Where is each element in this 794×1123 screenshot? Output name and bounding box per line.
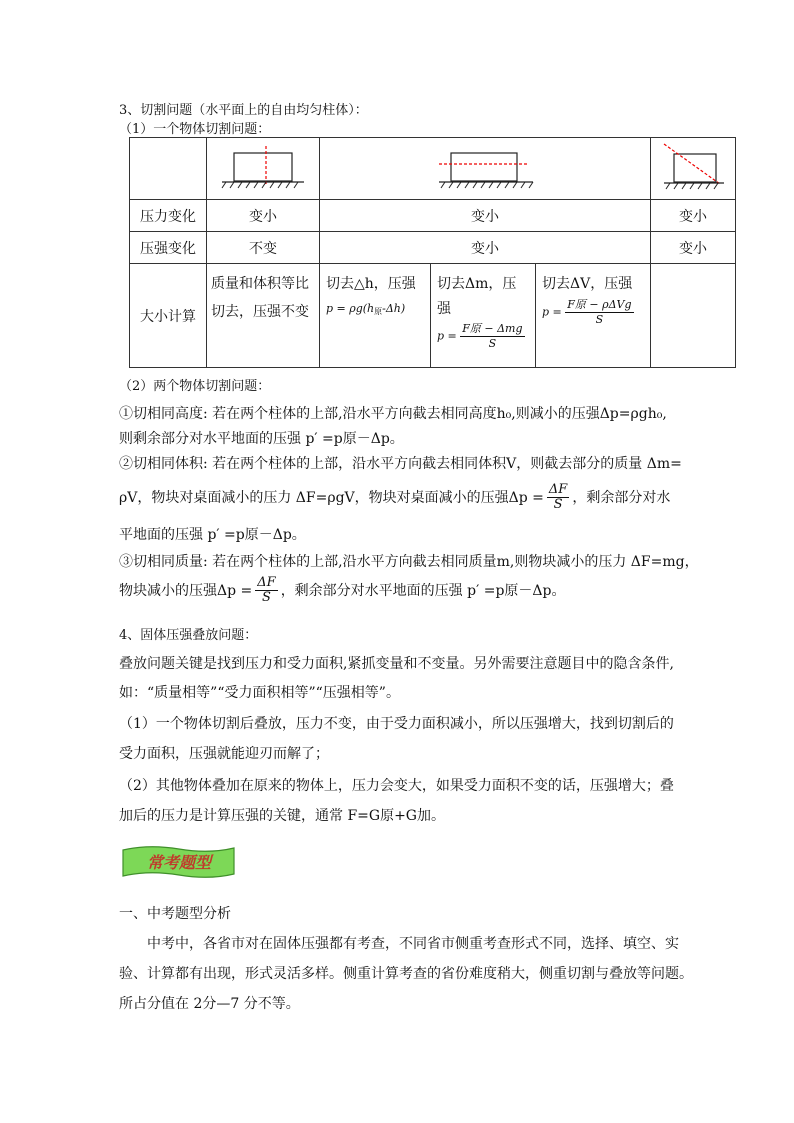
item3-fraction-numerator: ΔF [257, 575, 276, 590]
item2-line2-start: ρV，物块对桌面减小的压力 ΔF=ρgV，物块对桌面减小的压强Δp = [119, 489, 544, 506]
section4-heading: 4、固体压强叠放问题： [119, 628, 258, 643]
cell-pressure-force-diagonal: 变小 [651, 200, 736, 232]
cell-calc-vertical [207, 264, 320, 368]
cell-calc-diagonal-empty [651, 264, 736, 368]
section3-heading: 3、切割问题（水平面上的自由均匀柱体）： [119, 103, 368, 118]
cutting-table [129, 137, 736, 368]
row-label-pressure-force: 压力变化 [130, 200, 207, 232]
calc-volume-peq: p = [542, 305, 562, 319]
section4-p2-line2: 受力面积，压强就能迎刃而解了； [119, 746, 329, 762]
analysis-line1: 中考中，各省市对在固体压强都有考查，不同省市侧重考查形式不同，选择、填空、实 [147, 936, 679, 952]
calc-mass-numerator: F原 − Δmg [462, 322, 523, 335]
item1-line1: ①切相同高度: 若在两个柱体的上部,沿水平方向截去相同高度h₀,则减小的压强Δp=ρgh₀, [119, 406, 667, 422]
calc-mass-denominator: S [488, 337, 497, 350]
calc-height-formula-end: -Δh) [382, 302, 406, 315]
calc-height-text: 切去△h，压强 [326, 276, 416, 292]
calc-mass-line2: 强 [437, 301, 451, 317]
calc-volume-formula [542, 298, 650, 327]
section4-p1-line2: 如：“质量相等”“受力面积相等”“压强相等”。 [119, 685, 400, 701]
calc-vertical-line1: 质量和体积等比 [211, 276, 309, 292]
analysis-line3: 所占分值在 2分—7 分不等。 [119, 996, 300, 1012]
item1-line2: 则剩余部分对水平地面的压强 p′ =p原－Δp。 [119, 431, 404, 447]
item3-line2 [119, 576, 566, 605]
badge-label: 常考题型 [146, 853, 212, 872]
cell-pressure-force-horizontal: 变小 [320, 200, 651, 232]
item2-fraction-numerator: ΔF [548, 482, 568, 497]
diagram-horizontal-cut [320, 138, 651, 200]
item3-line2-end: ，剩余部分对水平地面的压强 p′ =p原－Δp。 [280, 582, 566, 599]
cell-calc-volume [536, 264, 651, 368]
cell-pressure-diagonal: 变小 [651, 232, 736, 264]
calc-mass-formula [437, 322, 535, 351]
calc-vertical-line2: 切去，压强不变 [211, 304, 309, 320]
calc-volume-text: 切去ΔV，压强 [542, 276, 633, 292]
item2-line1: ②切相同体积: 若在两个柱体的上部，沿水平方向截去相同体积V，则截去部分的质量 Δm= [119, 456, 682, 472]
cell-pressure-force-vertical: 变小 [207, 200, 320, 232]
item3-line1: ③切相同质量: 若在两个柱体的上部,沿水平方向截去相同质量m,则物块减小的压力 ΔF=mg， [119, 554, 699, 570]
row-label-pressure: 压强变化 [130, 232, 207, 264]
item2-line3: 平地面的压强 p′ =p原－Δp。 [119, 527, 306, 543]
calc-volume-numerator: F原 − ρΔVg [567, 298, 632, 311]
item2-line2 [119, 483, 670, 512]
diagram-vertical-cut [207, 138, 320, 200]
section4-p3-line2: 加后的压力是计算压强的关键，通常 F=G原+G加。 [119, 808, 445, 824]
calc-height-formula-sub: 原 [374, 307, 383, 316]
diagram-diagonal-cut [651, 138, 736, 200]
section4-p3-line1: （2）其他物体叠加在原来的物体上，压力会变大，如果受力面积不变的话，压强增大；叠 [119, 778, 674, 794]
item2-fraction-denominator: S [553, 497, 563, 512]
cell-pressure-horizontal: 变小 [320, 232, 651, 264]
cell-calc-mass [431, 264, 536, 368]
section4-p1-line1: 叠放问题关键是找到压力和受力面积,紧抓变量和不变量。另外需要注意题目中的隐含条件, [119, 656, 674, 672]
calc-mass-peq: p = [437, 329, 457, 343]
cell-calc-height [320, 264, 431, 368]
calc-mass-line1: 切去Δm，压 [437, 276, 517, 292]
row-label-calc: 大小计算 [130, 264, 207, 368]
common-question-types-badge [119, 844, 238, 880]
calc-height-formula-main: p = ρg(h [326, 302, 375, 315]
calc-volume-denominator: S [595, 313, 604, 326]
analysis-line2: 验、计算都有出现，形式灵活多样。侧重计算考查的省份难度稍大，侧重切割与叠放等问题。 [119, 966, 693, 982]
cell-pressure-vertical: 不变 [207, 232, 320, 264]
analysis-heading: 一、中考题型分析 [119, 906, 231, 922]
item2-line2-end: ，剩余部分对水 [572, 489, 671, 506]
item3-fraction-denominator: S [262, 590, 271, 605]
table-corner-cell [130, 138, 207, 200]
item3-line2-start: 物块减小的压强Δp = [119, 582, 253, 599]
subsection2-heading: （2）两个物体切割问题： [119, 379, 271, 394]
section4-p2-line1: （1）一个物体切割后叠放，压力不变，由于受力面积减小，所以压强增大，找到切割后的 [119, 716, 674, 732]
calc-height-formula [326, 298, 430, 323]
subsection1-heading: （1）一个物体切割问题： [119, 122, 271, 137]
